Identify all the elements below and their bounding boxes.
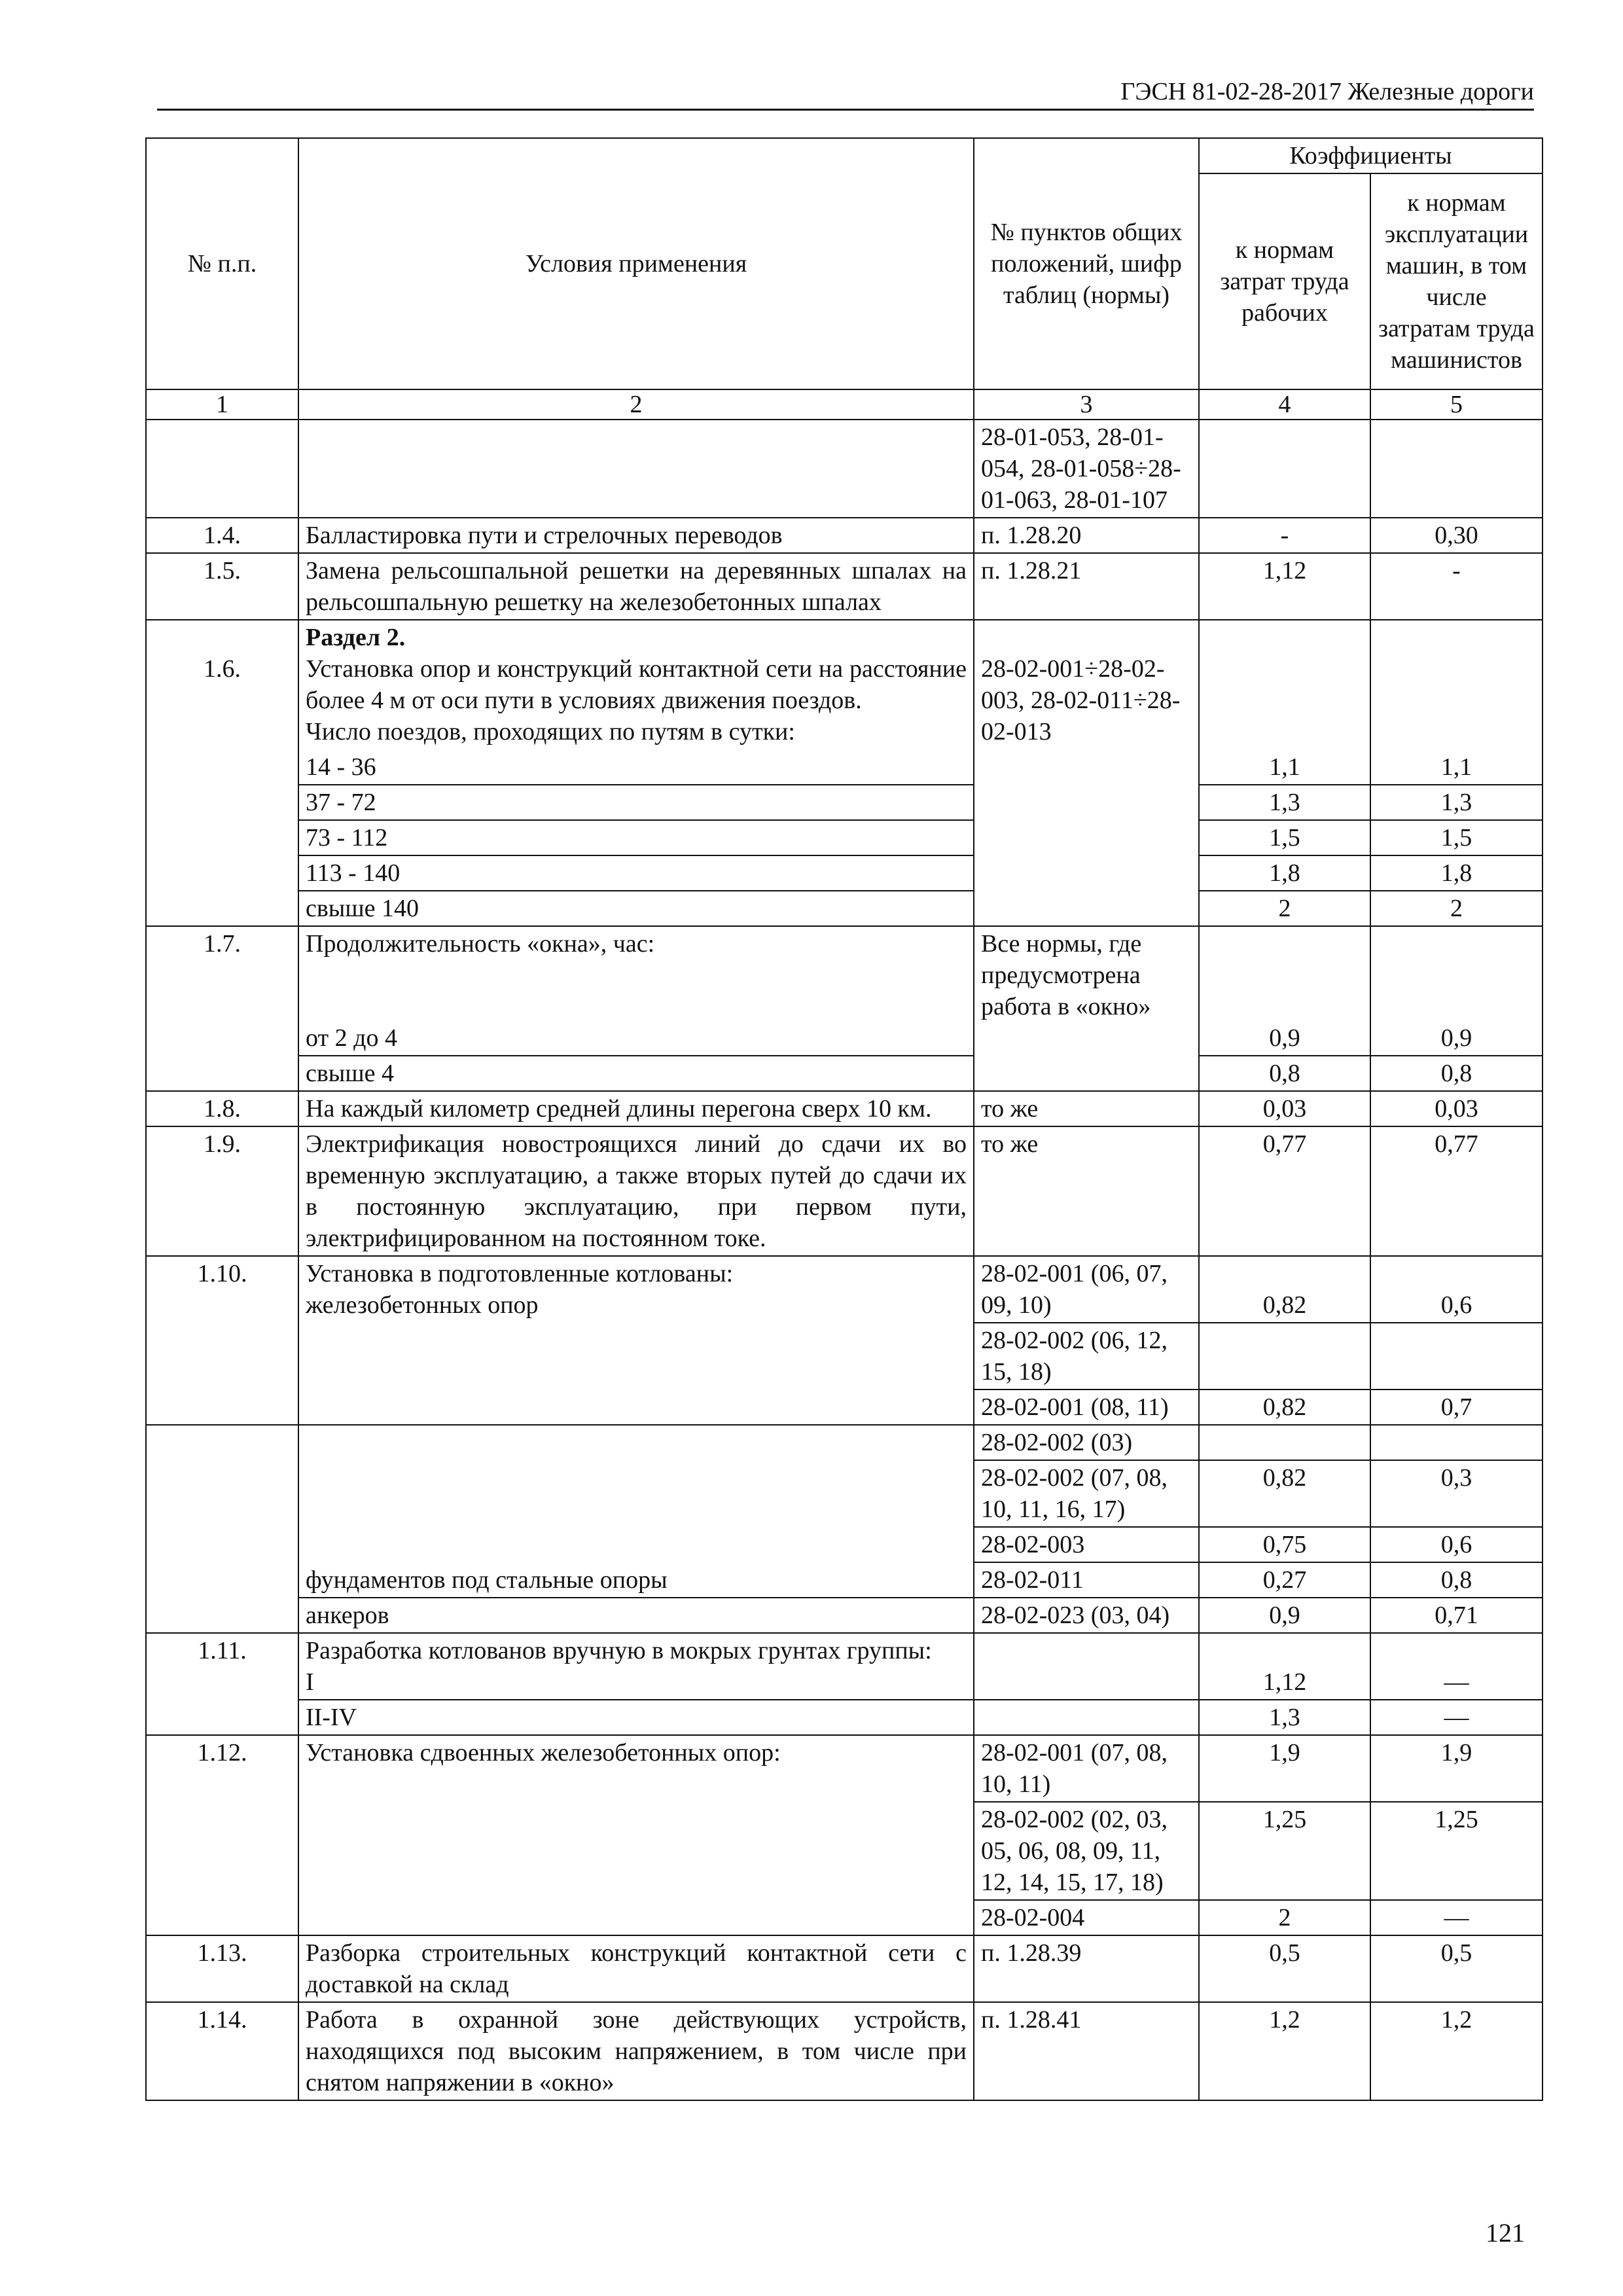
- coef-machines: 0,7: [1370, 1390, 1543, 1425]
- running-header: [157, 71, 1534, 111]
- table-row: [146, 820, 1543, 855]
- coef-machines: 0,30: [1370, 518, 1543, 553]
- colnum-5: 5: [1370, 389, 1543, 420]
- row-number: 1.12.: [146, 1735, 298, 1935]
- coef-machines: —: [1370, 1900, 1543, 1935]
- sub-label: от 2 до 4: [306, 1024, 397, 1052]
- table-row: [146, 1633, 1543, 1700]
- coef-machines: 1,3: [1370, 785, 1543, 820]
- ref-cell: 28-02-001 (06, 07, 09, 10): [974, 1256, 1199, 1323]
- row-number: 1.14.: [146, 2002, 298, 2100]
- coef-labor: 0,03: [1199, 1091, 1370, 1126]
- coef-machines: 0,9: [1370, 926, 1543, 1056]
- col-head-coefficients: Коэффициенты: [1199, 138, 1543, 173]
- col-head-conditions: Условия применения: [298, 138, 974, 389]
- coef-labor: 2: [1199, 891, 1370, 926]
- col-head-reference: № пунктов общих положений, шифр таблиц (нормы): [974, 138, 1199, 389]
- ref-cell: то же: [974, 1091, 1199, 1126]
- colnum-4: 4: [1199, 389, 1370, 420]
- sub-label: 14 - 36: [306, 753, 376, 781]
- ref-cell: то же: [974, 1126, 1199, 1256]
- row-number: 1.9.: [146, 1126, 298, 1256]
- table-row: [146, 518, 1543, 553]
- coef-labor: 1,8: [1199, 855, 1370, 891]
- table-row: [146, 1056, 1543, 1091]
- coef-labor: 1,12: [1199, 553, 1370, 620]
- ref-cell: 28-02-003: [974, 1527, 1199, 1562]
- coef-labor: 1,3: [1199, 785, 1370, 820]
- coef-labor: 1,12: [1199, 1633, 1370, 1700]
- coef-machines: 0,77: [1370, 1126, 1543, 1256]
- ref-cell: Все нормы, где предусмотрена работа в «окно»: [974, 926, 1199, 1091]
- coef-labor: 0,82: [1199, 1256, 1370, 1323]
- sub-label: свыше 4: [298, 1056, 974, 1091]
- coef-machines: 1,1: [1370, 620, 1543, 785]
- table-row: [146, 1425, 1543, 1460]
- col-head-labor: к нормам затрат труда рабочих: [1199, 173, 1370, 389]
- coef-labor: 0,77: [1199, 1126, 1370, 1256]
- condition-cell: Разработка котлованов вручную в мокрых грунтах группы: I: [298, 1633, 974, 1700]
- condition-cell: Раздел 2. Установка опор и конструкций контактной сети на расстояние более 4 м от оси пути в условиях движения поездов. Число поездов, проходящих по путям в сутки: 14 - 36: [298, 620, 974, 785]
- coef-labor: 1,3: [1199, 1700, 1370, 1735]
- ref-cell: п. 1.28.20: [974, 518, 1199, 553]
- coef-labor: 0,5: [1199, 1935, 1370, 2002]
- condition-cell: Установка сдвоенных железобетонных опор:: [298, 1735, 974, 1935]
- table-row: [146, 785, 1543, 820]
- sub-label: фундаментов под стальные опоры: [298, 1425, 974, 1598]
- ref-cell: 28-02-002 (02, 03, 05, 06, 08, 09, 11, 12, 14, 15, 17, 18): [974, 1802, 1199, 1900]
- row-number: 1.6.: [146, 620, 298, 926]
- table-row: [146, 420, 1543, 518]
- ref-cell: п. 1.28.21: [974, 553, 1199, 620]
- condition-cell: Работа в охранной зоне действующих устройств, находящихся под высоким напряжением, в том числе при снятом напряжении в «окно»: [298, 2002, 974, 2100]
- coef-machines: 1,9: [1370, 1735, 1543, 1802]
- coef-machines: 0,03: [1370, 1091, 1543, 1126]
- sub-label: железобетонных опор: [306, 1291, 539, 1319]
- coef-machines: 0,71: [1370, 1598, 1543, 1633]
- coef-labor: 1,5: [1199, 820, 1370, 855]
- ref-cell: 28-02-011: [974, 1562, 1199, 1598]
- ref-cell: 28-02-002 (07, 08, 10, 11, 16, 17): [974, 1460, 1199, 1527]
- table-row: [146, 1935, 1543, 2002]
- table-row: [146, 1700, 1543, 1735]
- table-row: [146, 855, 1543, 891]
- ref-cell: 28-02-001 (07, 08, 10, 11): [974, 1735, 1199, 1802]
- ref-cell: п. 1.28.41: [974, 2002, 1199, 2100]
- col-head-machines: к нормам эксплуатации машин, в том числе затратам труда машинистов: [1370, 173, 1543, 389]
- coef-labor: 1,25: [1199, 1802, 1370, 1900]
- coef-machines: 2: [1370, 891, 1543, 926]
- coef-labor: 0,82: [1199, 1390, 1370, 1425]
- condition-cell: Балластировка пути и стрелочных переводов: [298, 518, 974, 553]
- sub-label: I: [306, 1668, 314, 1696]
- coef-machines: —: [1370, 1700, 1543, 1735]
- row-number: 1.11.: [146, 1633, 298, 1735]
- table-row: [146, 1598, 1543, 1633]
- coef-machines: 0,5: [1370, 1935, 1543, 2002]
- table-row: [146, 1091, 1543, 1126]
- coef-machines: 0,8: [1370, 1056, 1543, 1091]
- colnum-3: 3: [974, 389, 1199, 420]
- sub-label: II-IV: [298, 1700, 974, 1735]
- coef-machines: —: [1370, 1633, 1543, 1700]
- ref-cell: 28-02-004: [974, 1900, 1199, 1935]
- ref-cell: 28-02-002 (06, 12, 15, 18): [974, 1323, 1199, 1390]
- coef-labor: 1,1: [1199, 620, 1370, 785]
- coef-labor: 1,9: [1199, 1735, 1370, 1802]
- condition-cell: Электрификация новостроящихся линий до сдачи их во временную эксплуатацию, а также вторых путей до сдачи их в постоянную эксплуатацию, при первом пути, электрифицированном на постоянном токе.: [298, 1126, 974, 1256]
- coef-machines: 0,6: [1370, 1256, 1543, 1323]
- coef-labor: 2: [1199, 1900, 1370, 1935]
- ref-cell: 28-02-023 (03, 04): [974, 1598, 1199, 1633]
- coef-labor: 0,9: [1199, 926, 1370, 1056]
- coef-labor: -: [1199, 518, 1370, 553]
- page-number: 121: [1486, 2218, 1525, 2248]
- condition-cell: Продолжительность «окна», час: от 2 до 4: [298, 926, 974, 1056]
- sub-label: анкеров: [298, 1598, 974, 1633]
- table-row: [146, 1126, 1543, 1256]
- column-numbers-row: [146, 389, 1543, 420]
- row-number: 1.5.: [146, 553, 298, 620]
- coef-machines: 0,6: [1370, 1527, 1543, 1562]
- ref-cell: 28-02-001÷28-02-003, 28-02-011÷28-02-013: [974, 620, 1199, 926]
- coef-machines: 0,8: [1370, 1562, 1543, 1598]
- sub-label: свыше 140: [298, 891, 974, 926]
- coef-machines: -: [1370, 553, 1543, 620]
- row-number: 1.10.: [146, 1256, 298, 1425]
- colnum-2: 2: [298, 389, 974, 420]
- colnum-1: 1: [146, 389, 298, 420]
- sub-label: 73 - 112: [298, 820, 974, 855]
- coef-labor: 0,82: [1199, 1460, 1370, 1527]
- table-row: [146, 926, 1543, 1056]
- coef-machines: 1,25: [1370, 1802, 1543, 1900]
- condition-cell: Замена рельсошпальной решетки на деревянных шпалах на рельсошпальную решетку на железобетонных шпалах: [298, 553, 974, 620]
- ref-cell: 28-01-053, 28-01-054, 28-01-058÷28-01-063, 28-01-107: [974, 420, 1199, 518]
- row-number: 1.13.: [146, 1935, 298, 2002]
- table-row: [146, 1256, 1543, 1323]
- table-row: [146, 2002, 1543, 2100]
- coef-machines: 1,2: [1370, 2002, 1543, 2100]
- table-row: [146, 620, 1543, 785]
- table-row: [146, 891, 1543, 926]
- header-title: ГЭСН 81-02-28-2017 Железные дороги: [1120, 78, 1534, 105]
- ref-cell: 28-02-001 (08, 11): [974, 1390, 1199, 1425]
- condition-cell: Установка в подготовленные котлованы: железобетонных опор: [298, 1256, 974, 1425]
- condition-cell: На каждый километр средней длины перегона сверх 10 км.: [298, 1091, 974, 1126]
- condition-cell: Разборка строительных конструкций контактной сети с доставкой на склад: [298, 1935, 974, 2002]
- coef-machines: 1,5: [1370, 820, 1543, 855]
- coefficients-table: [145, 137, 1542, 2101]
- section-title: Раздел 2.: [306, 624, 406, 651]
- row-number: 1.7.: [146, 926, 298, 1091]
- row-number: 1.8.: [146, 1091, 298, 1126]
- coef-machines: 0,3: [1370, 1460, 1543, 1527]
- col-head-num: № п.п.: [146, 138, 298, 389]
- ref-cell: 28-02-002 (03): [974, 1425, 1199, 1460]
- table-row: [146, 1735, 1543, 1802]
- coef-labor: 1,2: [1199, 2002, 1370, 2100]
- coef-labor: 0,27: [1199, 1562, 1370, 1598]
- coef-labor: 0,9: [1199, 1598, 1370, 1633]
- coef-labor: 0,8: [1199, 1056, 1370, 1091]
- table-row: [146, 553, 1543, 620]
- sub-label: 37 - 72: [298, 785, 974, 820]
- ref-cell: п. 1.28.39: [974, 1935, 1199, 2002]
- row-number: 1.4.: [146, 518, 298, 553]
- header-row-1: [146, 138, 1543, 173]
- sub-label: 113 - 140: [298, 855, 974, 891]
- coef-machines: 1,8: [1370, 855, 1543, 891]
- coef-labor: 0,75: [1199, 1527, 1370, 1562]
